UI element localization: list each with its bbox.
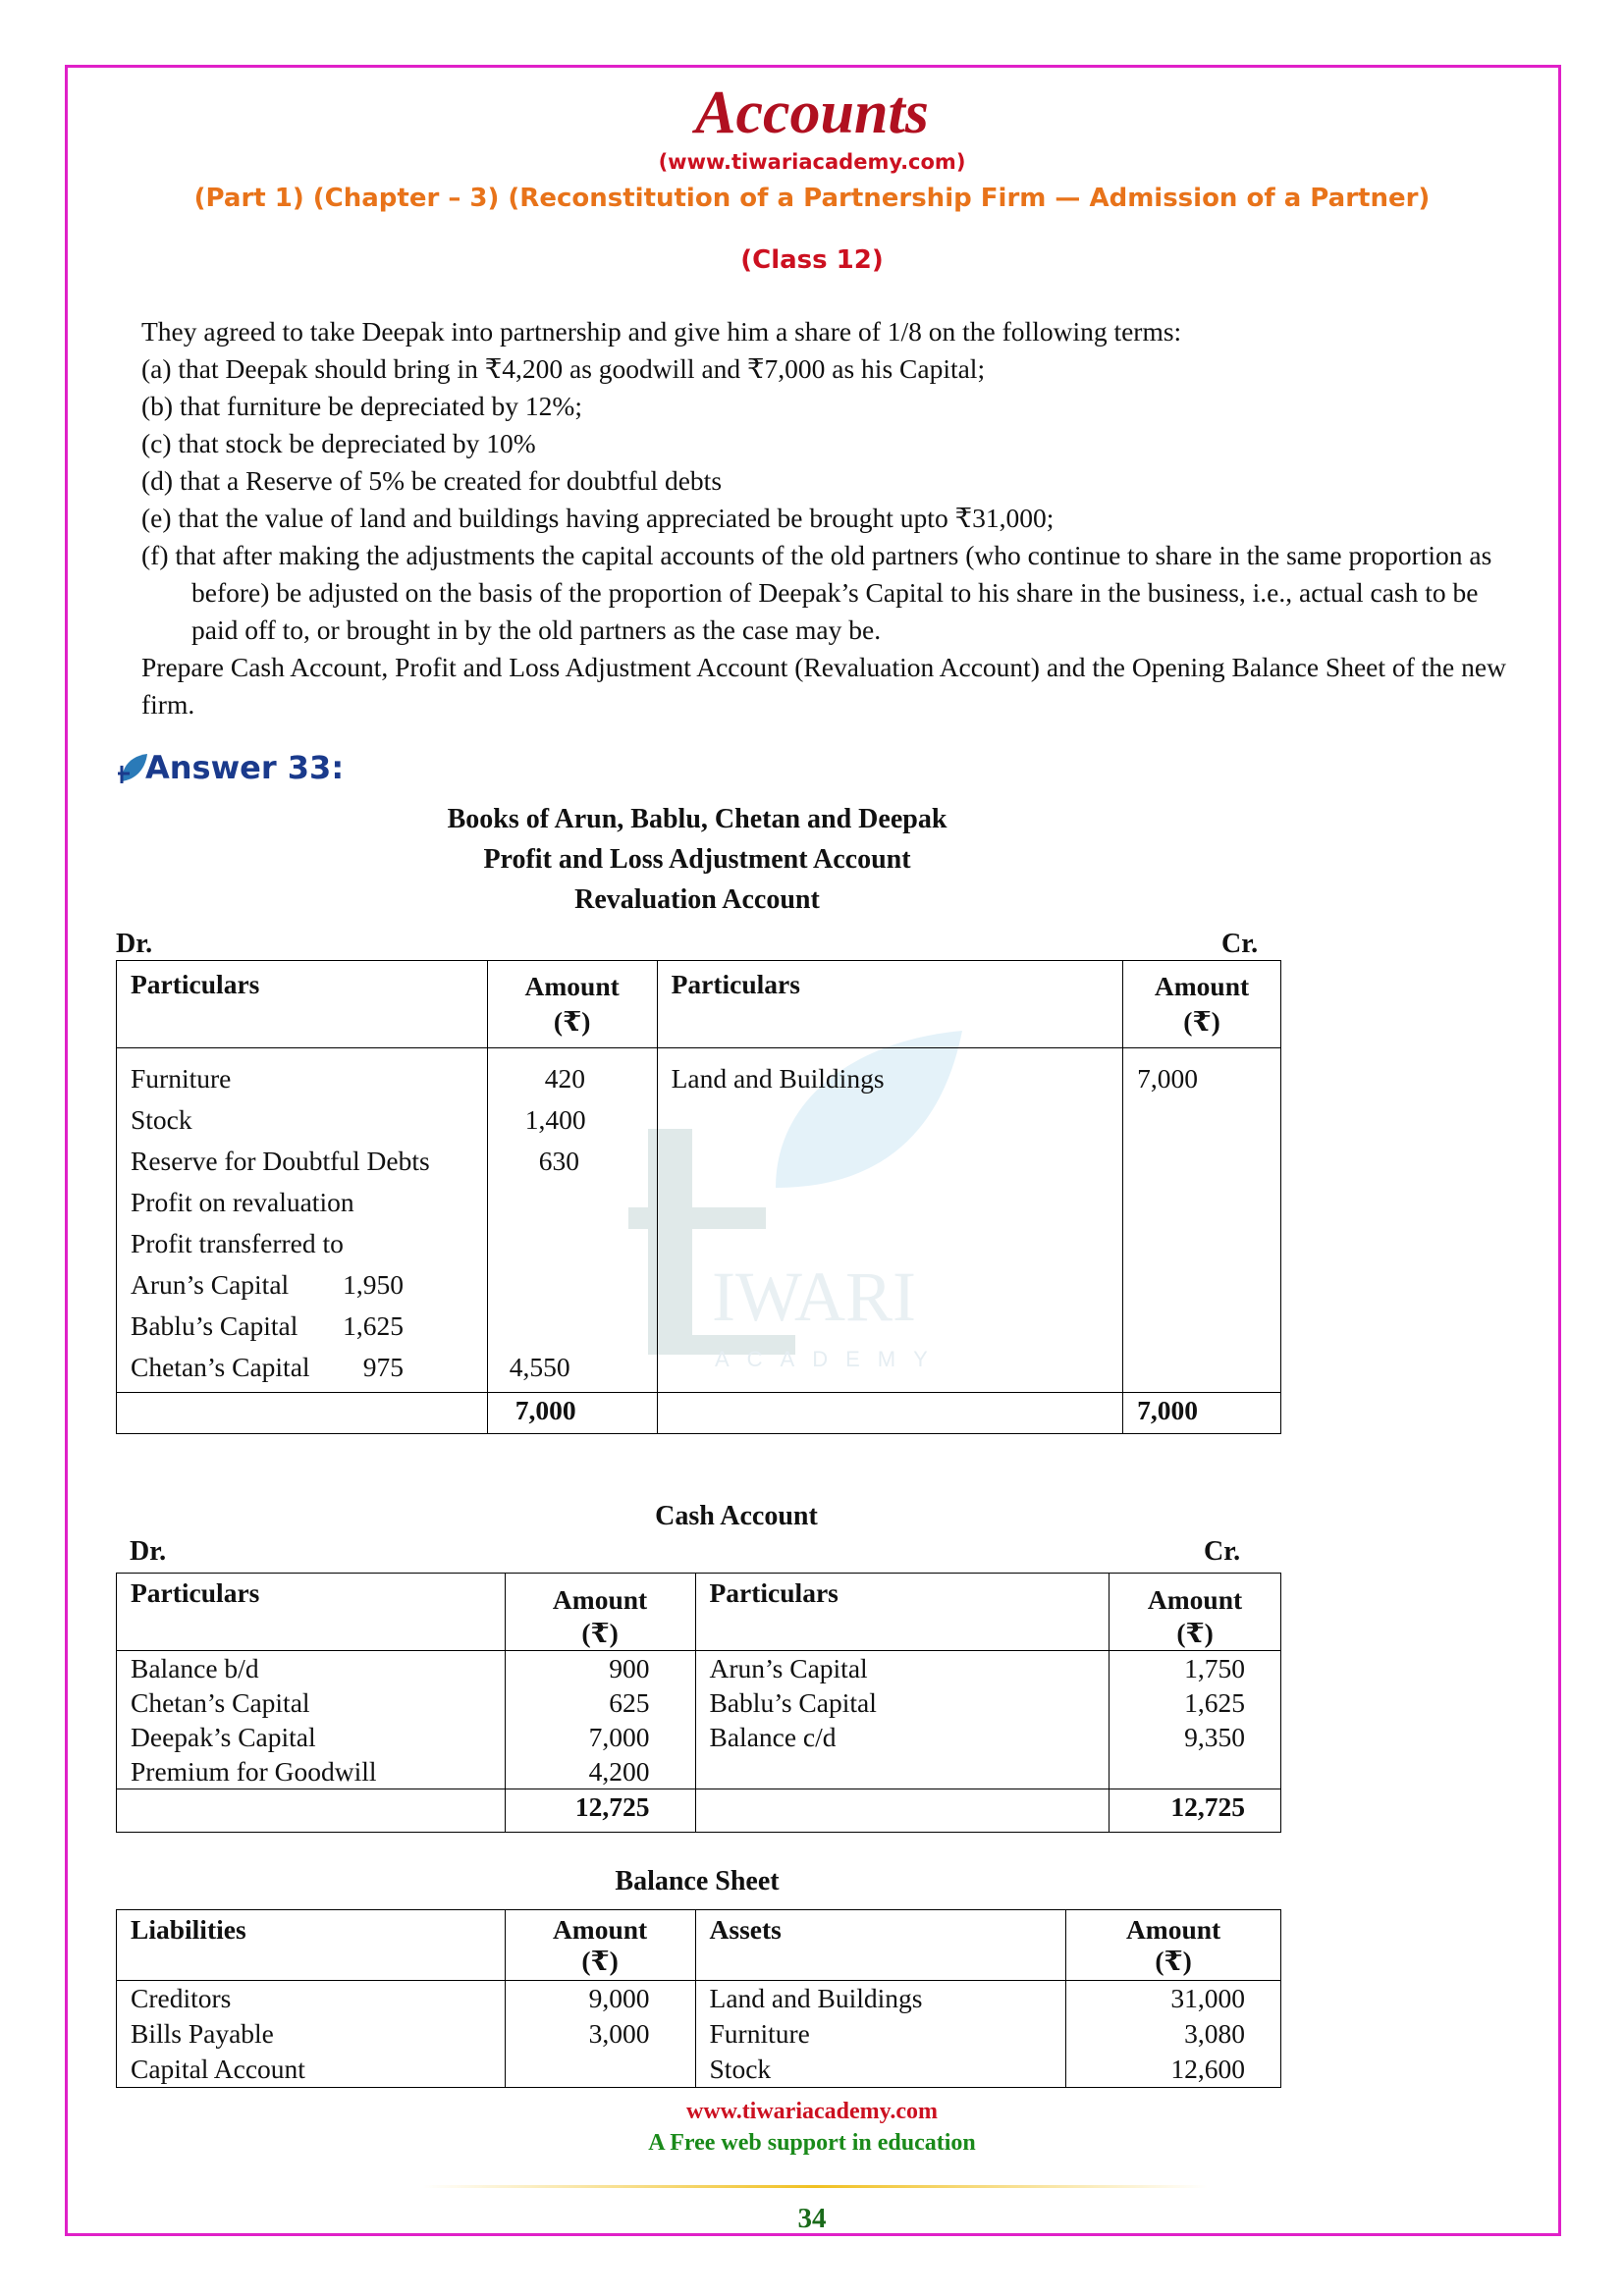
table-row: Balance b/d (131, 1653, 259, 1683)
table-row: Capital Account (131, 2054, 305, 2084)
cash-header-particulars-dr: Particulars (117, 1574, 506, 1651)
question-item-e: (e) that the value of land and buildings having appreciated be brought upto ₹31,000; (141, 503, 1055, 533)
question-text (141, 313, 1516, 723)
cash-header-amount-dr: Amount (₹) (505, 1574, 695, 1651)
cash-account-table (116, 1573, 1281, 1833)
reval-dr-amounts: 420 1,400 630 4,550 (487, 1048, 657, 1393)
reval-dr-particulars (117, 1048, 488, 1393)
table-row: Furniture (131, 1063, 232, 1094)
balance-sheet-table (116, 1909, 1281, 2088)
cash-header-amount-cr: Amount (₹) (1110, 1574, 1281, 1651)
cash-total-cr: 12,725 (1110, 1789, 1281, 1833)
bs-header-amount-assets: Amount (₹) (1066, 1910, 1281, 1981)
reval-cr-amounts: 7,000 (1123, 1048, 1281, 1393)
svg-text:IWARI: IWARI (712, 1257, 916, 1336)
table-row: Reserve for Doubtful Debts (131, 1146, 430, 1176)
reval-cr-label: Cr. (1221, 929, 1259, 959)
bs-assets-amounts: 31,000 3,080 12,600 (1066, 1981, 1281, 2088)
bs-header-liabilities: Liabilities (117, 1910, 506, 1981)
cash-account-title: Cash Account (655, 1501, 818, 1531)
table-row: Profit on revaluation (131, 1187, 354, 1217)
table-row: Arun’s Capital 1,950 (131, 1269, 404, 1300)
table-row: Bablu’s Capital (709, 1687, 877, 1718)
footer-site-link[interactable]: www.tiwariacademy.com (686, 2099, 938, 2124)
question-item-d: (d) that a Reserve of 5% be created for doubtful debts (141, 465, 723, 496)
balance-sheet-title: Balance Sheet (615, 1866, 780, 1896)
cash-total-blank-dr (117, 1789, 506, 1833)
table-row: Deepak’s Capital (131, 1722, 316, 1752)
answer-heading: Answer 33: (145, 749, 345, 786)
page-title: Accounts (695, 80, 929, 146)
reval-header-particulars-dr: Particulars (117, 961, 488, 1048)
page-number: 34 (797, 2203, 827, 2234)
reval-header-amount-cr: Amount (₹) (1123, 961, 1281, 1048)
cash-cr-particulars (695, 1651, 1110, 1789)
table-row: Furniture (709, 2018, 810, 2049)
header-site[interactable]: (www.tiwariacademy.com) (658, 150, 966, 174)
cash-total-dr: 12,725 (505, 1789, 695, 1833)
table-row: Chetan’s Capital (131, 1687, 310, 1718)
table-row: Arun’s Capital (709, 1653, 868, 1683)
cash-dr-particulars (117, 1651, 506, 1789)
table-row: Stock (709, 2054, 772, 2084)
table-row: Premium for Goodwill (131, 1756, 377, 1787)
books-title: Books of Arun, Bablu, Chetan and Deepak (447, 804, 947, 834)
cash-total-blank-cr (695, 1789, 1110, 1833)
question-item-c: (c) that stock be depreciated by 10% (141, 428, 536, 458)
question-item-b: (b) that furniture be depreciated by 12%; (141, 391, 582, 421)
table-row: Bablu’s Capital 1,625 (131, 1310, 404, 1341)
table-row: Balance c/d (709, 1722, 837, 1752)
reval-total-cr: 7,000 (1123, 1393, 1281, 1434)
bs-header-amount-liab: Amount (₹) (505, 1910, 695, 1981)
footer-tagline: A Free web support in education (648, 2130, 976, 2156)
revaluation-table (116, 960, 1281, 1434)
reval-dr-label: Dr. (116, 929, 153, 959)
table-row: Land and Buildings (709, 1983, 923, 2013)
header-class: (Class 12) (740, 245, 884, 275)
svg-text:ACADEMY: ACADEMY (715, 1347, 946, 1371)
bs-liabilities-list (117, 1981, 506, 2088)
pl-adjustment-title: Profit and Loss Adjustment Account (483, 844, 911, 875)
question-item-a: (a) that Deepak should bring in ₹4,200 as goodwill and ₹7,000 as his Capital; (141, 353, 986, 384)
reval-total-dr: 7,000 (487, 1393, 657, 1434)
revaluation-title: Revaluation Account (574, 884, 820, 915)
footer-divider (422, 2185, 1208, 2188)
cash-cr-label: Cr. (1204, 1536, 1241, 1567)
bs-assets-list (695, 1981, 1066, 2088)
table-row: Creditors (131, 1983, 232, 2013)
header-chapter: (Part 1) (Chapter – 3) (Reconstitution of a Partnership Firm — Admission of a Partner) (193, 184, 1431, 213)
reval-header-particulars-cr: Particulars (657, 961, 1122, 1048)
table-row: Chetan’s Capital 975 (131, 1352, 404, 1382)
bs-header-assets: Assets (695, 1910, 1066, 1981)
cash-cr-amounts: 1,750 1,625 9,350 (1110, 1651, 1281, 1789)
cash-dr-label: Dr. (130, 1536, 167, 1567)
reval-cr-particulars (657, 1048, 1122, 1393)
table-row: Bills Payable (131, 2018, 274, 2049)
question-item-f: (f) that after making the adjustments the capital accounts of the old partners (who continue to share in the same proportion as before) be adjusted on the basis of the proportion of Deepak’s Capital to his share in the business, i.e., actual cash to be paid off to, or brought in by the old partners as the case may be. (141, 540, 1492, 645)
table-row: Land and Buildings (671, 1063, 885, 1094)
table-row: Profit transferred to (131, 1228, 344, 1258)
bs-liabilities-amounts: 9,000 3,000 (505, 1981, 695, 2088)
reval-total-blank-dr (117, 1393, 488, 1434)
cash-dr-amounts: 900 625 7,000 4,200 (505, 1651, 695, 1789)
cash-header-particulars-cr: Particulars (695, 1574, 1110, 1651)
table-row: Stock (131, 1104, 192, 1135)
question-prepare: Prepare Cash Account, Profit and Loss Adjustment Account (Revaluation Account) and the Opening Balance Sheet of the new firm. (141, 652, 1506, 720)
reval-total-blank-cr (657, 1393, 1122, 1434)
question-intro: They agreed to take Deepak into partnership and give him a share of 1/8 on the following terms: (141, 316, 1182, 347)
reval-header-amount-dr: Amount (₹) (487, 961, 657, 1048)
